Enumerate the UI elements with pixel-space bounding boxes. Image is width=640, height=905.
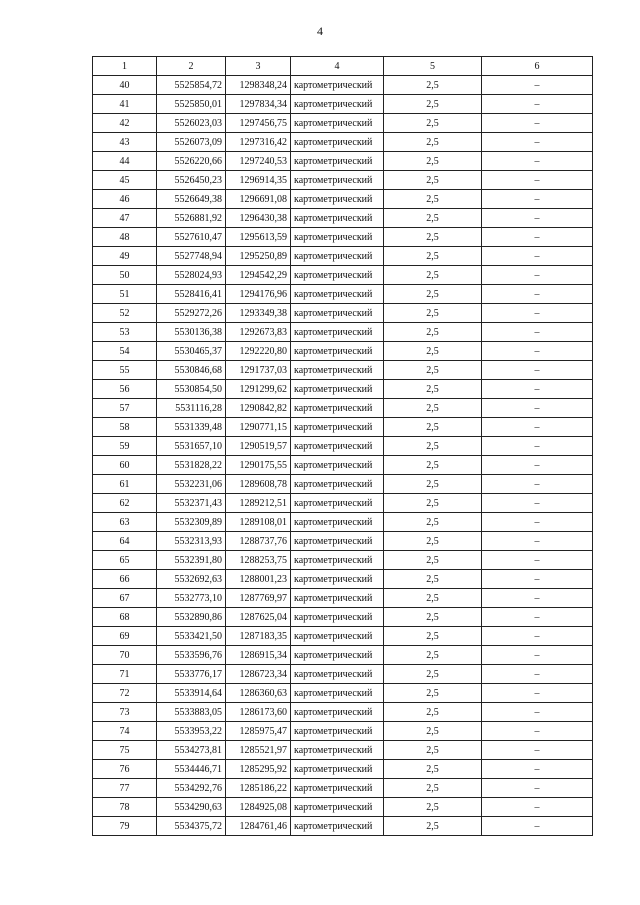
y-coordinate-cell: 1297240,53 — [226, 152, 291, 171]
point-number-cell: 57 — [93, 399, 157, 418]
table-row — [93, 817, 593, 836]
method-cell: картометрический — [291, 494, 384, 513]
note-cell: – — [482, 152, 593, 171]
header-cell-2: 2 — [157, 57, 226, 76]
x-coordinate-cell: 5534375,72 — [157, 817, 226, 836]
accuracy-cell: 2,5 — [384, 551, 482, 570]
accuracy-cell: 2,5 — [384, 437, 482, 456]
table-row — [93, 171, 593, 190]
point-number-cell: 52 — [93, 304, 157, 323]
note-cell: – — [482, 247, 593, 266]
table-row — [93, 608, 593, 627]
accuracy-cell: 2,5 — [384, 798, 482, 817]
table-row — [93, 665, 593, 684]
y-coordinate-cell: 1297456,75 — [226, 114, 291, 133]
point-number-cell: 60 — [93, 456, 157, 475]
note-cell: – — [482, 741, 593, 760]
accuracy-cell: 2,5 — [384, 399, 482, 418]
point-number-cell: 56 — [93, 380, 157, 399]
x-coordinate-cell: 5531116,28 — [157, 399, 226, 418]
note-cell: – — [482, 456, 593, 475]
note-cell: – — [482, 133, 593, 152]
method-cell: картометрический — [291, 608, 384, 627]
y-coordinate-cell: 1290842,82 — [226, 399, 291, 418]
table-row — [93, 399, 593, 418]
accuracy-cell: 2,5 — [384, 513, 482, 532]
accuracy-cell: 2,5 — [384, 779, 482, 798]
point-number-cell: 58 — [93, 418, 157, 437]
accuracy-cell: 2,5 — [384, 532, 482, 551]
table-row — [93, 342, 593, 361]
header-cell-6: 6 — [482, 57, 593, 76]
note-cell: – — [482, 190, 593, 209]
y-coordinate-cell: 1286173,60 — [226, 703, 291, 722]
header-cell-4: 4 — [291, 57, 384, 76]
table-row — [93, 741, 593, 760]
y-coordinate-cell: 1296430,38 — [226, 209, 291, 228]
table-row — [93, 551, 593, 570]
accuracy-cell: 2,5 — [384, 247, 482, 266]
y-coordinate-cell: 1292673,83 — [226, 323, 291, 342]
method-cell: картометрический — [291, 323, 384, 342]
point-number-cell: 41 — [93, 95, 157, 114]
note-cell: – — [482, 342, 593, 361]
table-row — [93, 133, 593, 152]
method-cell: картометрический — [291, 418, 384, 437]
note-cell: – — [482, 551, 593, 570]
table-row — [93, 684, 593, 703]
table-header — [93, 57, 593, 76]
method-cell: картометрический — [291, 304, 384, 323]
y-coordinate-cell: 1285521,97 — [226, 741, 291, 760]
y-coordinate-cell: 1293349,38 — [226, 304, 291, 323]
y-coordinate-cell: 1292220,80 — [226, 342, 291, 361]
point-number-cell: 69 — [93, 627, 157, 646]
point-number-cell: 75 — [93, 741, 157, 760]
point-number-cell: 54 — [93, 342, 157, 361]
note-cell: – — [482, 779, 593, 798]
x-coordinate-cell: 5530136,38 — [157, 323, 226, 342]
accuracy-cell: 2,5 — [384, 95, 482, 114]
y-coordinate-cell: 1288253,75 — [226, 551, 291, 570]
y-coordinate-cell: 1296691,08 — [226, 190, 291, 209]
accuracy-cell: 2,5 — [384, 304, 482, 323]
method-cell: картометрический — [291, 703, 384, 722]
table-row — [93, 228, 593, 247]
x-coordinate-cell: 5534273,81 — [157, 741, 226, 760]
note-cell: – — [482, 285, 593, 304]
method-cell: картометрический — [291, 171, 384, 190]
note-cell: – — [482, 380, 593, 399]
table-row — [93, 722, 593, 741]
method-cell: картометрический — [291, 532, 384, 551]
note-cell: – — [482, 570, 593, 589]
method-cell: картометрический — [291, 741, 384, 760]
table-body — [93, 76, 593, 836]
table-row — [93, 570, 593, 589]
method-cell: картометрический — [291, 209, 384, 228]
y-coordinate-cell: 1297316,42 — [226, 133, 291, 152]
y-coordinate-cell: 1290175,55 — [226, 456, 291, 475]
accuracy-cell: 2,5 — [384, 285, 482, 304]
table-row — [93, 247, 593, 266]
table-row — [93, 285, 593, 304]
note-cell: – — [482, 532, 593, 551]
point-number-cell: 63 — [93, 513, 157, 532]
table-row — [93, 361, 593, 380]
header-cell-1: 1 — [93, 57, 157, 76]
method-cell: картометрический — [291, 228, 384, 247]
x-coordinate-cell: 5531657,10 — [157, 437, 226, 456]
method-cell: картометрический — [291, 361, 384, 380]
x-coordinate-cell: 5532773,10 — [157, 589, 226, 608]
table-row — [93, 152, 593, 171]
accuracy-cell: 2,5 — [384, 190, 482, 209]
point-number-cell: 53 — [93, 323, 157, 342]
note-cell: – — [482, 798, 593, 817]
x-coordinate-cell: 5532391,80 — [157, 551, 226, 570]
note-cell: – — [482, 266, 593, 285]
method-cell: картометрический — [291, 247, 384, 266]
accuracy-cell: 2,5 — [384, 475, 482, 494]
accuracy-cell: 2,5 — [384, 608, 482, 627]
accuracy-cell: 2,5 — [384, 494, 482, 513]
method-cell: картометрический — [291, 798, 384, 817]
accuracy-cell: 2,5 — [384, 817, 482, 836]
y-coordinate-cell: 1295613,59 — [226, 228, 291, 247]
note-cell: – — [482, 361, 593, 380]
accuracy-cell: 2,5 — [384, 209, 482, 228]
table-row — [93, 798, 593, 817]
x-coordinate-cell: 5526649,38 — [157, 190, 226, 209]
x-coordinate-cell: 5527748,94 — [157, 247, 226, 266]
table-row — [93, 627, 593, 646]
x-coordinate-cell: 5532309,89 — [157, 513, 226, 532]
y-coordinate-cell: 1286723,34 — [226, 665, 291, 684]
y-coordinate-cell: 1287183,35 — [226, 627, 291, 646]
method-cell: картометрический — [291, 114, 384, 133]
table-row — [93, 76, 593, 95]
method-cell: картометрический — [291, 133, 384, 152]
y-coordinate-cell: 1290771,15 — [226, 418, 291, 437]
note-cell: – — [482, 684, 593, 703]
note-cell: – — [482, 513, 593, 532]
accuracy-cell: 2,5 — [384, 76, 482, 95]
note-cell: – — [482, 608, 593, 627]
note-cell: – — [482, 627, 593, 646]
x-coordinate-cell: 5533596,76 — [157, 646, 226, 665]
table-row — [93, 95, 593, 114]
y-coordinate-cell: 1294542,29 — [226, 266, 291, 285]
method-cell: картометрический — [291, 665, 384, 684]
y-coordinate-cell: 1291737,03 — [226, 361, 291, 380]
y-coordinate-cell: 1296914,35 — [226, 171, 291, 190]
accuracy-cell: 2,5 — [384, 266, 482, 285]
x-coordinate-cell: 5534292,76 — [157, 779, 226, 798]
point-number-cell: 65 — [93, 551, 157, 570]
point-number-cell: 71 — [93, 665, 157, 684]
note-cell: – — [482, 95, 593, 114]
method-cell: картометрический — [291, 285, 384, 304]
accuracy-cell: 2,5 — [384, 133, 482, 152]
point-number-cell: 62 — [93, 494, 157, 513]
x-coordinate-cell: 5525854,72 — [157, 76, 226, 95]
x-coordinate-cell: 5528024,93 — [157, 266, 226, 285]
x-coordinate-cell: 5532692,63 — [157, 570, 226, 589]
x-coordinate-cell: 5528416,41 — [157, 285, 226, 304]
point-number-cell: 40 — [93, 76, 157, 95]
method-cell: картометрический — [291, 76, 384, 95]
x-coordinate-cell: 5533953,22 — [157, 722, 226, 741]
x-coordinate-cell: 5530854,50 — [157, 380, 226, 399]
table-row — [93, 304, 593, 323]
method-cell: картометрический — [291, 760, 384, 779]
accuracy-cell: 2,5 — [384, 684, 482, 703]
y-coordinate-cell: 1287769,97 — [226, 589, 291, 608]
method-cell: картометрический — [291, 551, 384, 570]
y-coordinate-cell: 1288737,76 — [226, 532, 291, 551]
point-number-cell: 79 — [93, 817, 157, 836]
table-row — [93, 646, 593, 665]
accuracy-cell: 2,5 — [384, 342, 482, 361]
accuracy-cell: 2,5 — [384, 646, 482, 665]
y-coordinate-cell: 1298348,24 — [226, 76, 291, 95]
note-cell: – — [482, 114, 593, 133]
y-coordinate-cell: 1288001,23 — [226, 570, 291, 589]
note-cell: – — [482, 418, 593, 437]
point-number-cell: 73 — [93, 703, 157, 722]
point-number-cell: 76 — [93, 760, 157, 779]
page-number: 4 — [317, 24, 323, 38]
accuracy-cell: 2,5 — [384, 722, 482, 741]
point-number-cell: 77 — [93, 779, 157, 798]
accuracy-cell: 2,5 — [384, 703, 482, 722]
point-number-cell: 55 — [93, 361, 157, 380]
x-coordinate-cell: 5526450,23 — [157, 171, 226, 190]
point-number-cell: 45 — [93, 171, 157, 190]
x-coordinate-cell: 5534290,63 — [157, 798, 226, 817]
table-row — [93, 513, 593, 532]
x-coordinate-cell: 5533914,64 — [157, 684, 226, 703]
accuracy-cell: 2,5 — [384, 171, 482, 190]
x-coordinate-cell: 5526220,66 — [157, 152, 226, 171]
table-row — [93, 266, 593, 285]
accuracy-cell: 2,5 — [384, 665, 482, 684]
note-cell: – — [482, 437, 593, 456]
method-cell: картометрический — [291, 95, 384, 114]
note-cell: – — [482, 76, 593, 95]
note-cell: – — [482, 475, 593, 494]
y-coordinate-cell: 1289212,51 — [226, 494, 291, 513]
method-cell: картометрический — [291, 399, 384, 418]
header-cell-5: 5 — [384, 57, 482, 76]
table-row — [93, 437, 593, 456]
y-coordinate-cell: 1289108,01 — [226, 513, 291, 532]
note-cell: – — [482, 646, 593, 665]
table-row — [93, 323, 593, 342]
accuracy-cell: 2,5 — [384, 760, 482, 779]
accuracy-cell: 2,5 — [384, 361, 482, 380]
note-cell: – — [482, 494, 593, 513]
point-number-cell: 48 — [93, 228, 157, 247]
method-cell: картометрический — [291, 627, 384, 646]
accuracy-cell: 2,5 — [384, 228, 482, 247]
x-coordinate-cell: 5526881,92 — [157, 209, 226, 228]
table-row — [93, 418, 593, 437]
x-coordinate-cell: 5525850,01 — [157, 95, 226, 114]
y-coordinate-cell: 1284925,08 — [226, 798, 291, 817]
accuracy-cell: 2,5 — [384, 380, 482, 399]
accuracy-cell: 2,5 — [384, 589, 482, 608]
note-cell: – — [482, 817, 593, 836]
method-cell: картометрический — [291, 817, 384, 836]
method-cell: картометрический — [291, 570, 384, 589]
method-cell: картометрический — [291, 266, 384, 285]
y-coordinate-cell: 1290519,57 — [226, 437, 291, 456]
accuracy-cell: 2,5 — [384, 570, 482, 589]
x-coordinate-cell: 5533883,05 — [157, 703, 226, 722]
method-cell: картометрический — [291, 342, 384, 361]
method-cell: картометрический — [291, 646, 384, 665]
point-number-cell: 42 — [93, 114, 157, 133]
point-number-cell: 72 — [93, 684, 157, 703]
table-row — [93, 380, 593, 399]
accuracy-cell: 2,5 — [384, 323, 482, 342]
note-cell: – — [482, 209, 593, 228]
table-row — [93, 589, 593, 608]
x-coordinate-cell: 5530846,68 — [157, 361, 226, 380]
method-cell: картометрический — [291, 779, 384, 798]
note-cell: – — [482, 228, 593, 247]
note-cell: – — [482, 323, 593, 342]
point-number-cell: 44 — [93, 152, 157, 171]
table-row — [93, 532, 593, 551]
y-coordinate-cell: 1284761,46 — [226, 817, 291, 836]
y-coordinate-cell: 1286360,63 — [226, 684, 291, 703]
coordinates-table — [92, 56, 593, 836]
table-row — [93, 760, 593, 779]
y-coordinate-cell: 1285975,47 — [226, 722, 291, 741]
accuracy-cell: 2,5 — [384, 114, 482, 133]
table-row — [93, 209, 593, 228]
header-cell-3: 3 — [226, 57, 291, 76]
table-row — [93, 779, 593, 798]
point-number-cell: 51 — [93, 285, 157, 304]
accuracy-cell: 2,5 — [384, 456, 482, 475]
x-coordinate-cell: 5531828,22 — [157, 456, 226, 475]
point-number-cell: 70 — [93, 646, 157, 665]
y-coordinate-cell: 1285295,92 — [226, 760, 291, 779]
table-row — [93, 114, 593, 133]
accuracy-cell: 2,5 — [384, 418, 482, 437]
method-cell: картометрический — [291, 722, 384, 741]
x-coordinate-cell: 5527610,47 — [157, 228, 226, 247]
point-number-cell: 78 — [93, 798, 157, 817]
y-coordinate-cell: 1287625,04 — [226, 608, 291, 627]
note-cell: – — [482, 722, 593, 741]
point-number-cell: 43 — [93, 133, 157, 152]
x-coordinate-cell: 5532231,06 — [157, 475, 226, 494]
note-cell: – — [482, 760, 593, 779]
header-row — [93, 57, 593, 76]
x-coordinate-cell: 5532890,86 — [157, 608, 226, 627]
method-cell: картометрический — [291, 380, 384, 399]
point-number-cell: 74 — [93, 722, 157, 741]
point-number-cell: 68 — [93, 608, 157, 627]
y-coordinate-cell: 1294176,96 — [226, 285, 291, 304]
table-row — [93, 494, 593, 513]
x-coordinate-cell: 5534446,71 — [157, 760, 226, 779]
x-coordinate-cell: 5526073,09 — [157, 133, 226, 152]
method-cell: картометрический — [291, 456, 384, 475]
x-coordinate-cell: 5529272,26 — [157, 304, 226, 323]
method-cell: картометрический — [291, 152, 384, 171]
method-cell: картометрический — [291, 513, 384, 532]
note-cell: – — [482, 665, 593, 684]
point-number-cell: 46 — [93, 190, 157, 209]
y-coordinate-cell: 1297834,34 — [226, 95, 291, 114]
x-coordinate-cell: 5533776,17 — [157, 665, 226, 684]
point-number-cell: 64 — [93, 532, 157, 551]
note-cell: – — [482, 703, 593, 722]
y-coordinate-cell: 1289608,78 — [226, 475, 291, 494]
point-number-cell: 67 — [93, 589, 157, 608]
point-number-cell: 49 — [93, 247, 157, 266]
method-cell: картометрический — [291, 684, 384, 703]
note-cell: – — [482, 589, 593, 608]
table-row — [93, 703, 593, 722]
y-coordinate-cell: 1291299,62 — [226, 380, 291, 399]
y-coordinate-cell: 1285186,22 — [226, 779, 291, 798]
method-cell: картометрический — [291, 437, 384, 456]
point-number-cell: 50 — [93, 266, 157, 285]
point-number-cell: 61 — [93, 475, 157, 494]
x-coordinate-cell: 5533421,50 — [157, 627, 226, 646]
table-row — [93, 456, 593, 475]
x-coordinate-cell: 5532371,43 — [157, 494, 226, 513]
accuracy-cell: 2,5 — [384, 152, 482, 171]
note-cell: – — [482, 304, 593, 323]
point-number-cell: 47 — [93, 209, 157, 228]
x-coordinate-cell: 5531339,48 — [157, 418, 226, 437]
table-row — [93, 475, 593, 494]
method-cell: картометрический — [291, 475, 384, 494]
point-number-cell: 66 — [93, 570, 157, 589]
accuracy-cell: 2,5 — [384, 627, 482, 646]
accuracy-cell: 2,5 — [384, 741, 482, 760]
table-row — [93, 190, 593, 209]
x-coordinate-cell: 5526023,03 — [157, 114, 226, 133]
method-cell: картометрический — [291, 190, 384, 209]
x-coordinate-cell: 5530465,37 — [157, 342, 226, 361]
x-coordinate-cell: 5532313,93 — [157, 532, 226, 551]
point-number-cell: 59 — [93, 437, 157, 456]
note-cell: – — [482, 399, 593, 418]
note-cell: – — [482, 171, 593, 190]
y-coordinate-cell: 1286915,34 — [226, 646, 291, 665]
y-coordinate-cell: 1295250,89 — [226, 247, 291, 266]
method-cell: картометрический — [291, 589, 384, 608]
